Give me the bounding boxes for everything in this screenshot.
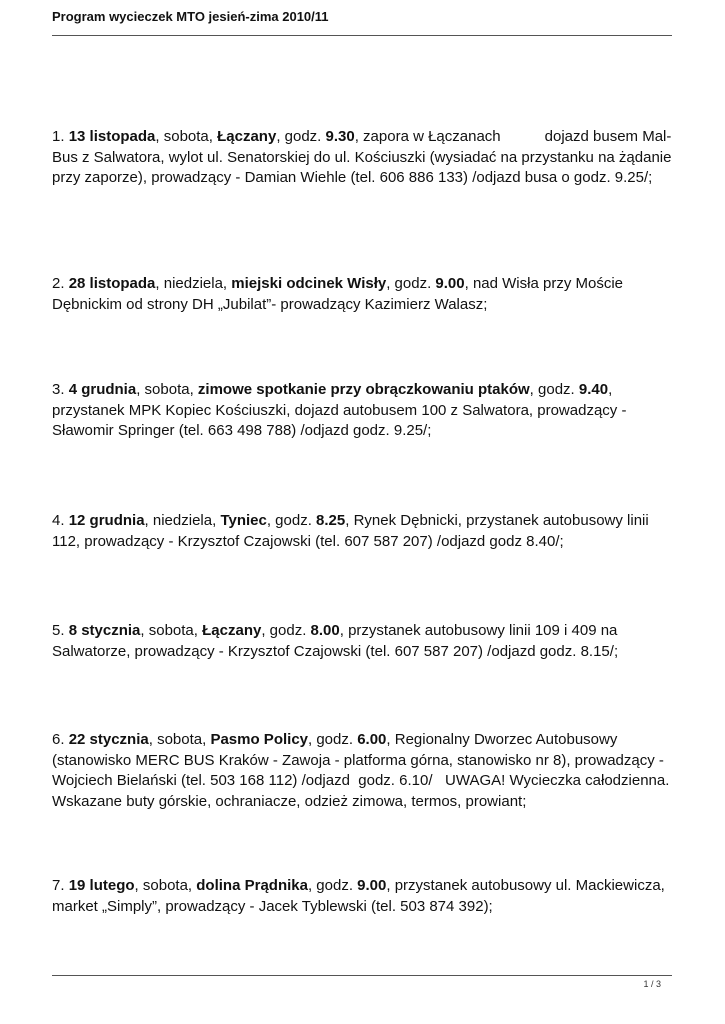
trip-entry-3 xyxy=(52,380,677,442)
entry-number: 6. xyxy=(52,731,65,748)
entry-number: 5. xyxy=(52,622,65,639)
entry-place: Tyniec xyxy=(220,512,267,529)
entry-details: , przystanek MPK Kopiec Kościuszki, dojazd autobusem 100 z Salwatora, prowadzący - Sławomir Springer (tel. 663 498 788) /odjazd godz. 9.25/; xyxy=(52,381,627,439)
entry-date: 28 listopada xyxy=(68,275,156,292)
entry-date: 12 grudnia xyxy=(68,512,145,529)
document-header-title: Program wycieczek MTO jesień-zima 2010/11 xyxy=(52,9,329,24)
entry-details: , nad Wisła przy Moście Dębnickim od strony DH „Jubilat”- prowadzący Kazimierz Walasz; xyxy=(52,275,624,313)
entry-place: Pasmo Policy xyxy=(210,731,308,748)
entry-number: 4. xyxy=(52,512,65,529)
trip-entry-1 xyxy=(52,127,677,189)
entry-time-label: , godz. xyxy=(386,275,436,292)
entry-time-label: , godz. xyxy=(307,877,358,894)
entry-details: , Rynek Dębnicki, przystanek autobusowy linii 112, prowadzący - Krzysztof Czajowski (tel. 607 587 207) /odjazd godz 8.40/; xyxy=(52,512,649,550)
entry-number: 3. xyxy=(52,381,65,398)
entry-time: 8.00 xyxy=(310,622,340,639)
trip-entry-2 xyxy=(52,274,677,315)
entry-details: , przystanek autobusowy ul. Mackiewicza, market „Simply”, prowadzący - Jacek Tyblewski (tel. 503 874 392); xyxy=(52,877,665,915)
entry-date: 19 lutego xyxy=(68,877,135,894)
entry-place: Łączany xyxy=(202,622,262,639)
entry-weekday: , sobota, xyxy=(148,731,211,748)
trip-entry-7 xyxy=(52,876,677,917)
entry-time: 6.00 xyxy=(357,731,387,748)
entry-details: dojazd busem Mal-Bus z Salwatora, wylot ul. Senatorskiej do ul. Kościuszki (wysiadać na przystanku na żądanie przy zaporze), prowadzący - Damian Wiehle (tel. 606 886 133) /odjazd busa o godz. 9.25/; xyxy=(52,128,672,186)
footer-divider xyxy=(52,975,672,976)
entry-place: zimowe spotkanie przy obrączkowaniu ptaków xyxy=(197,381,530,398)
entry-weekday: , sobota, xyxy=(136,381,198,398)
entry-date: 4 grudnia xyxy=(68,381,137,398)
entry-weekday: , sobota, xyxy=(134,877,197,894)
entry-time-label: , godz. xyxy=(261,622,311,639)
trip-entry-5 xyxy=(52,621,677,662)
entry-weekday: , sobota, xyxy=(155,128,218,145)
trip-entry-4 xyxy=(52,511,677,552)
entry-weekday: , sobota, xyxy=(140,622,203,639)
entry-date: 22 stycznia xyxy=(68,731,149,748)
entry-time: 9.40 xyxy=(578,381,609,398)
header-divider xyxy=(52,35,672,36)
page-number: 1 / 3 xyxy=(643,979,661,989)
entry-number: 2. xyxy=(52,275,65,292)
entry-number: 1. xyxy=(52,128,65,145)
entry-number: 7. xyxy=(52,877,65,894)
entry-details: , Regionalny Dworzec Autobusowy (stanowisko MERC BUS Kraków - Zawoja - platforma górna, stanowisko nr 8), prowadzący - Wojciech Bielański (tel. 503 168 112) /odjazd godz. 6.10/ UWAGA! Wycieczka całodzienna. Wskazane buty górskie, ochraniacze, odzież zimowa, termos, prowiant; xyxy=(52,731,674,810)
entry-details-start: , zapora w Łączanach xyxy=(354,128,501,145)
trip-entry-6 xyxy=(52,730,677,812)
entry-time: 9.00 xyxy=(435,275,465,292)
entry-time-label: , godz. xyxy=(276,128,326,145)
entry-time: 8.25 xyxy=(316,512,346,529)
entry-time-label: , godz. xyxy=(308,731,358,748)
entry-place: dolina Prądnika xyxy=(196,877,308,894)
entry-time: 9.30 xyxy=(325,128,355,145)
entry-time: 9.00 xyxy=(357,877,387,894)
entry-date: 8 stycznia xyxy=(68,622,141,639)
entry-details: , przystanek autobusowy linii 109 i 409 na Salwatorze, prowadzący - Krzysztof Czajowski (tel. 607 587 207) /odjazd godz. 8.15/; xyxy=(52,622,619,660)
entry-place: miejski odcinek Wisły xyxy=(231,275,387,292)
entry-time-label: , godz. xyxy=(266,512,317,529)
entry-place: Łączany xyxy=(217,128,277,145)
entry-time-label: , godz. xyxy=(529,381,579,398)
entry-weekday: , niedziela, xyxy=(144,512,221,529)
entry-weekday: , niedziela, xyxy=(155,275,232,292)
entry-date: 13 listopada xyxy=(68,128,156,145)
